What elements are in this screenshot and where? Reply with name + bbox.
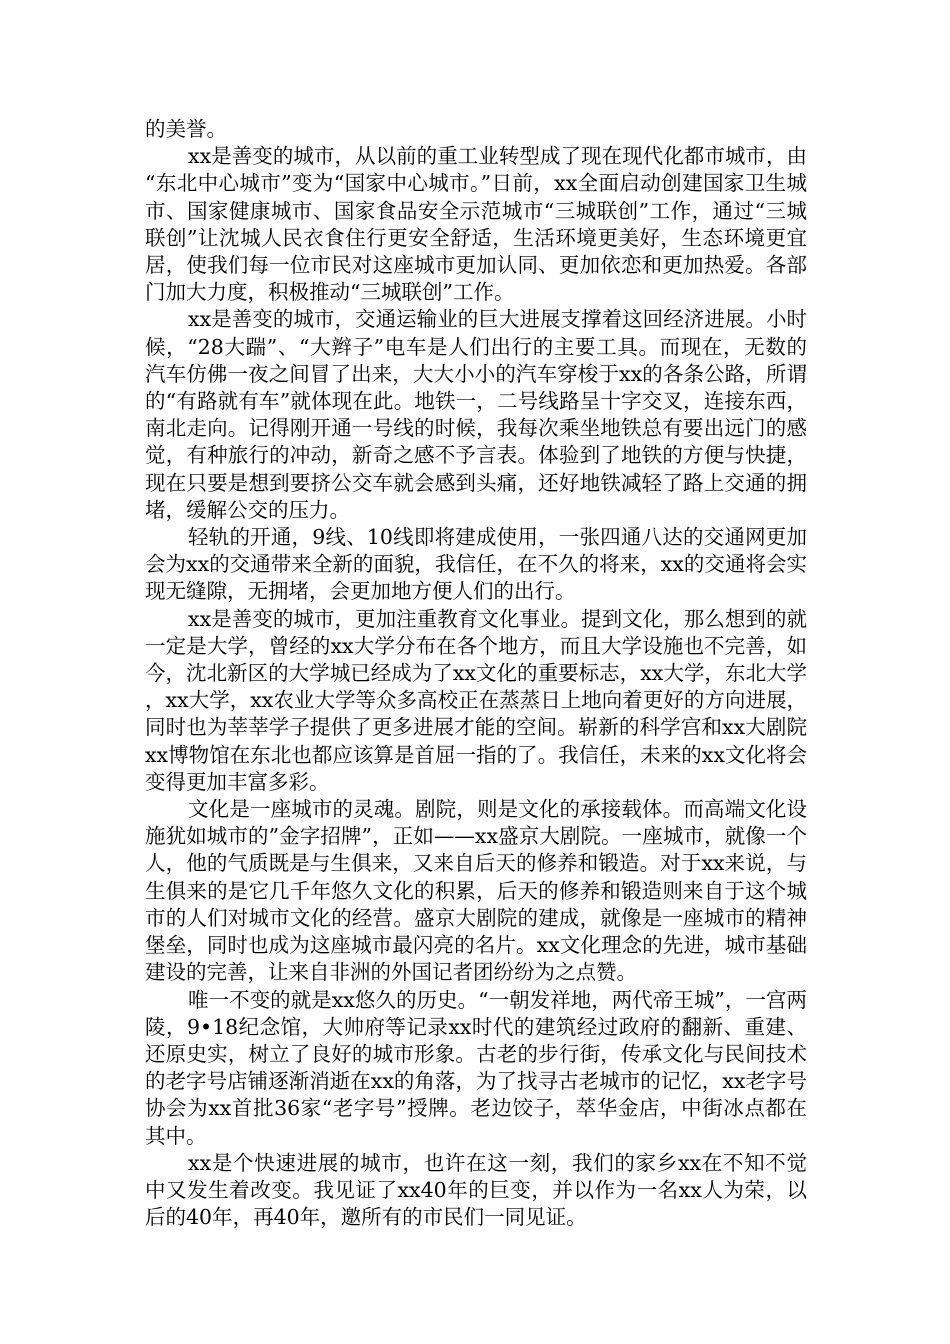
paragraph-theater-culture: 文化是一座城市的灵魂。剧院，则是文化的承接载体。而高端文化设施犹如城市的”金字招牌”，正如——xx盛京大剧院。一座城市，就像一个人，他的气质既是与生俱来，又来自后天的修养和锻造。对于xx来说，与生俱来的是它几千年悠久文化的积累，后天的修养和锻造则来自于这个城市的人们对城市文化的经营。盛京大剧院的建成，就像是一座城市的精神堡垒，同时也成为这座城市最闪亮的名片。xx文化理念的先进，城市基础建设的完善，让来自非洲的外国记者团纷纷为之点赞。 — [145, 797, 807, 985]
paragraph-city-transformation: xx是善变的城市，从以前的重工业转型成了现在现代化都市城市，由“东北中心城市”变为“国家中心城市。”日前，xx全面启动创建国家卫生城市、国家健康城市、国家食品安全示范城市“三城联创”工作，通过“三城联创”让沈城人民衣食住行更安全舒适，生活环境更美好，生态环境更宜居，使我们每一位市民对这座城市更加认同、更加依恋和更加热爱。各部门加大力度，积极推动“三城联创”工作。 — [145, 144, 807, 305]
document-body — [145, 116, 807, 1231]
paragraph-light-rail: 轻轨的开通，9线、10线即将建成使用，一张四通八达的交通网更加会为xx的交通带来全新的面貌，我信任，在不久的将来，xx的交通将会实现无缝隙，无拥堵，会更加地方便人们的出行。 — [145, 525, 807, 604]
paragraph-conclusion: xx是个快速进展的城市，也许在这一刻，我们的家乡xx在不知不觉中又发生着改变。我见证了xx40年的巨变，并以作为一名xx人为荣，以后的40年，再40年，邀所有的市民们一同见证。 — [145, 1150, 807, 1230]
paragraph-continuation: 的美誉。 — [145, 117, 227, 141]
paragraph-transportation: xx是善变的城市，交通运输业的巨大进展支撑着这回经济进展。小时候，“28大踹”、“大辫子”电车是人们出行的主要工具。而现在，无数的汽车仿佛一夜之间冒了出来，大大小小的汽车穿梭于xx的各条公路，所谓的“有路就有车”就体现在此。地铁一，二号线路呈十字交叉，连接东西，南北走向。记得刚开通一号线的时候，我每次乘坐地铁总有要出远门的感觉，有种旅行的冲动，新奇之感不予言表。体验到了地铁的方便与快捷，现在只要是想到要挤公交车就会感到头痛，还好地铁减轻了路上交通的拥堵，缓解公交的压力。 — [145, 307, 807, 522]
paragraph-education-culture: xx是善变的城市，更加注重教育文化事业。提到文化，那么想到的就一定是大学，曾经的xx大学分布在各个地方，而且大学设施也不完善，如今，沈北新区的大学城已经成为了xx文化的重要标志，xx大学，东北大学，xx大学，xx农业大学等众多高校正在蒸蒸日上地向着更好的方向进展，同时也为莘莘学子提供了更多进展才能的空间。崭新的科学宫和xx大剧院xx博物馆在东北也都应该算是首屈一指的了。我信任，未来的xx文化将会变得更加丰富多彩。 — [145, 606, 807, 794]
paragraph-history: 唯一不变的就是xx悠久的历史。“一朝发祥地，两代帝王城”，一宫两陵，9•18纪念馆，大帅府等记录xx时代的建筑经过政府的翻新、重建、还原史实，树立了良好的城市形象。古老的步行街，传承文化与民间技术的老字号店铺逐渐消逝在xx的角落，为了找寻古老城市的记忆，xx老字号协会为xx首批36家“老字号”授牌。老边饺子，萃华金店，中街冰点都在其中。 — [145, 987, 807, 1148]
